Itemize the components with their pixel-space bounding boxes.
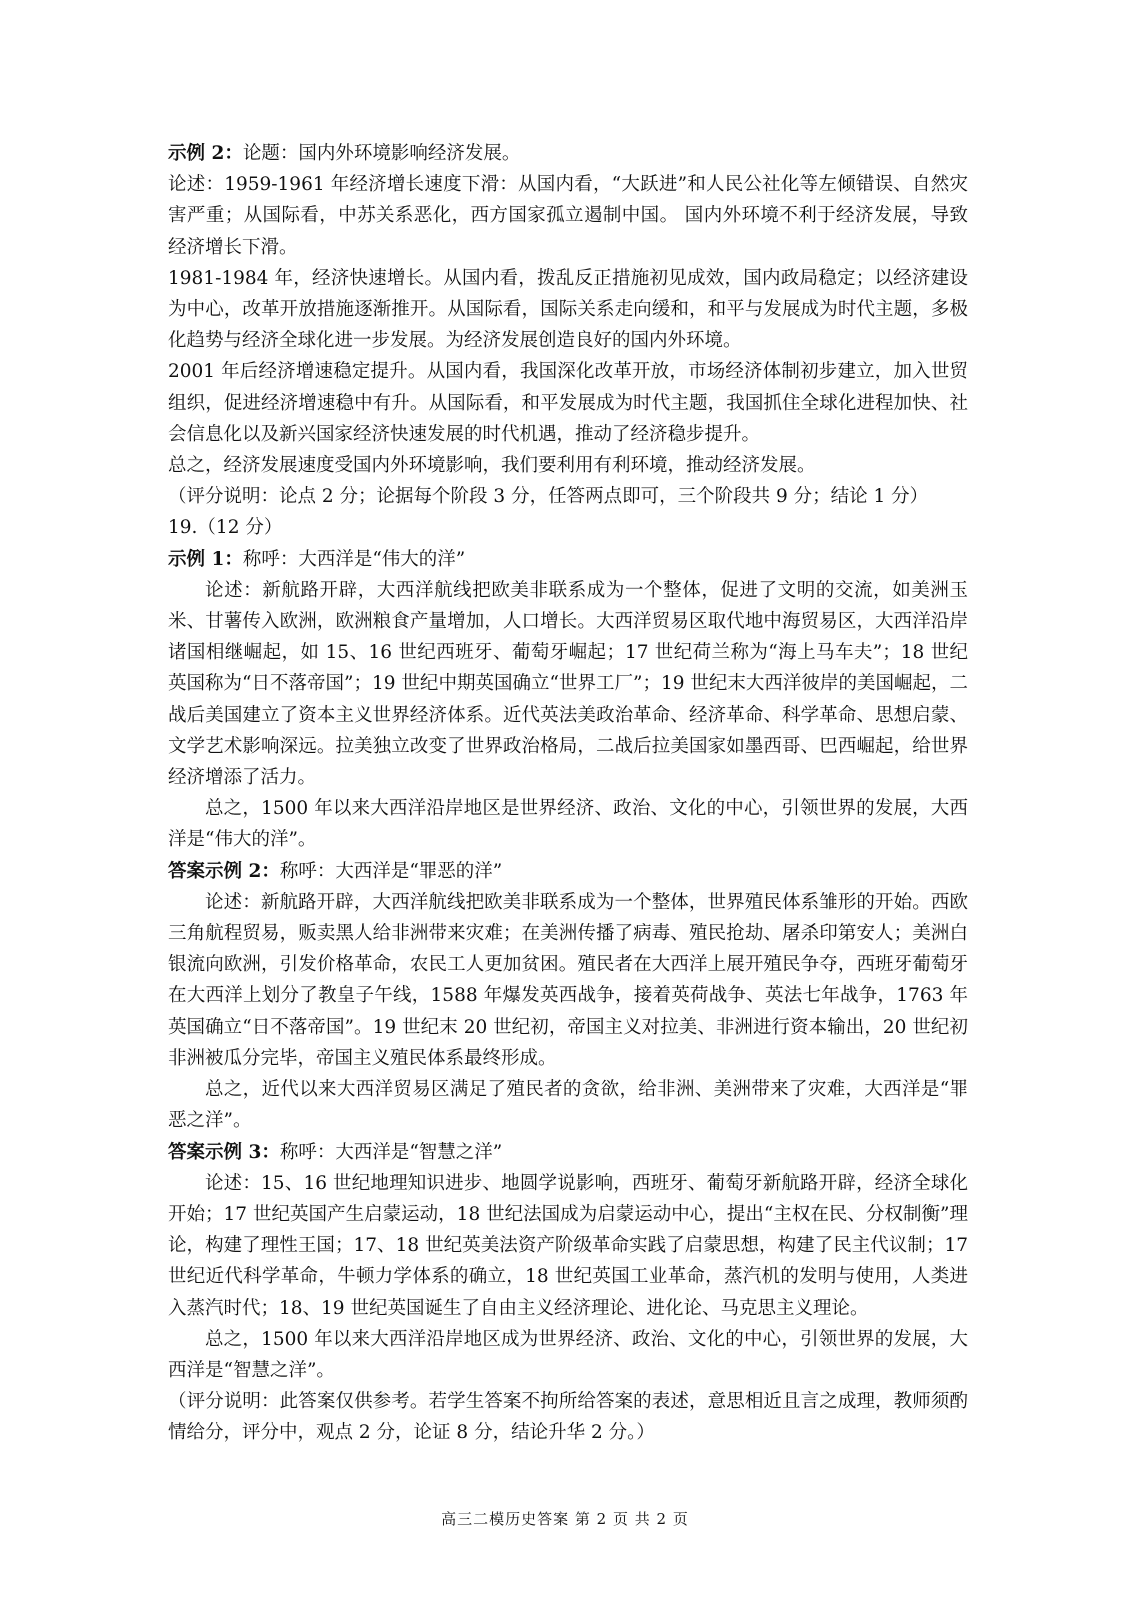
- scoring-note: （评分说明：论点 2 分；论据每个阶段 3 分，任答两点即可，三个阶段共 9 分；结论 1 分）: [168, 486, 929, 508]
- example-label: 示例 2：: [168, 143, 243, 164]
- paragraph: 2001 年后经济增速稳定提升。从国内看，我国深化改革开放，市场经济体制初步建立，加入世贸组织，促进经济增速稳中有升。从国际看，和平发展成为时代主题，我国抓住全球化进程加快、社会信息化以及新兴国家经济快速发展的时代机遇，推动了经济稳步提升。: [168, 361, 968, 445]
- paragraph: 1981-1984 年，经济快速增长。从国内看，拨乱反正措施初见成效，国内政局稳定；以经济建设为中心，改革开放措施逐渐推开。从国际看，国际关系走向缓和，和平与发展成为时代主题，多极化趋势与经济全球化进一步发展。为经济发展创造良好的国内外环境。: [168, 267, 968, 352]
- paragraph-text: 论题：国内外环境影响经济发展。: [242, 143, 521, 164]
- paragraph: 总之，经济发展速度受国内外环境影响，我们要利用有利环境，推动经济发展。: [168, 455, 816, 477]
- paragraph-text: 称呼：大西洋是“罪恶的洋”: [279, 860, 503, 882]
- paragraph: 论述：1959-1961 年经济增长速度下滑：从国内看，“大跃进”和人民公社化等左倾错误、自然灾害严重；从国际看，中苏关系恶化，西方国家孤立遏制中国。 国内外环境不利于经济发展，导致经济增长下滑。: [168, 174, 968, 258]
- paragraph: 总之，1500 年以来大西洋沿岸地区成为世界经济、政治、文化的中心，引领世界的发展，大西洋是“智慧之洋”。: [168, 1328, 968, 1381]
- question-number: 19.（12 分）: [168, 517, 283, 539]
- paragraph: 总之，近代以来大西洋贸易区满足了殖民者的贪欲，给非洲、美洲带来了灾难，大西洋是“罪恶之洋”。: [168, 1079, 968, 1132]
- scoring-note: （评分说明：此答案仅供参考。若学生答案不拘所给答案的表述，意思相近且言之成理，教师须酌情给分，评分中，观点 2 分，论证 8 分，结论升华 2 分。）: [168, 1391, 968, 1444]
- paragraph: [168, 138, 968, 169]
- paragraph-text: 称呼：大西洋是“伟大的洋”: [242, 548, 466, 570]
- example-label: 答案示例 3：: [168, 1141, 280, 1163]
- example-label: 答案示例 2：: [168, 860, 280, 882]
- paragraph: 论述：15、16 世纪地理知识进步、地圆学说影响，西班牙、葡萄牙新航路开辟，经济全球化开始；17 世纪英国产生启蒙运动，18 世纪法国成为启蒙运动中心，提出“主权在民、分权制衡”理论，构建了理性王国；17、18 世纪英美法资产阶级革命实践了启蒙思想，构建了民主代议制；17 世纪近代科学革命，牛顿力学体系的确立，18 世纪英国工业革命，蒸汽机的发明与使用，人类进入蒸汽时代；18、19 世纪英国诞生了自由主义经济理论、进化论、马克思主义理论。: [168, 1172, 968, 1319]
- paragraph: [168, 1137, 968, 1168]
- page-footer: 高三二模历史答案 第 2 页 共 2 页: [441, 1510, 689, 1528]
- paragraph: [168, 856, 968, 887]
- answer-sheet-body: [168, 138, 968, 1449]
- example-label: 示例 1：: [168, 548, 243, 570]
- paragraph-text: 称呼：大西洋是“智慧之洋”: [279, 1141, 503, 1163]
- paragraph: [168, 544, 968, 575]
- paragraph: 论述：新航路开辟，大西洋航线把欧美非联系成为一个整体，促进了文明的交流，如美洲玉米、甘薯传入欧洲，欧洲粮食产量增加，人口增长。大西洋贸易区取代地中海贸易区，大西洋沿岸诸国相继崛起，如 15、16 世纪西班牙、葡萄牙崛起；17 世纪荷兰称为“海上马车夫”；18 世纪英国称为“日不落帝国”；19 世纪中期英国确立“世界工厂”；19 世纪末大西洋彼岸的美国崛起，二战后美国建立了资本主义世界经济体系。近代英法美政治革命、经济革命、科学革命、思想启蒙、文学艺术影响深远。拉美独立改变了世界政治格局，二战后拉美国家如墨西哥、巴西崛起，给世界经济增添了活力。: [168, 579, 968, 789]
- paragraph: 总之，1500 年以来大西洋沿岸地区是世界经济、政治、文化的中心，引领世界的发展，大西洋是“伟大的洋”。: [168, 798, 968, 851]
- paragraph: 论述：新航路开辟，大西洋航线把欧美非联系成为一个整体，世界殖民体系雏形的开始。西欧三角航程贸易，贩卖黑人给非洲带来灾难；在美洲传播了病毒、殖民抢劫、屠杀印第安人；美洲白银流向欧洲，引发价格革命，农民工人更加贫困。殖民者在大西洋上展开殖民争夺，西班牙葡萄牙在大西洋上划分了教皇子午线，1588 年爆发英西战争，接着英荷战争、英法七年战争，1763 年英国确立“日不落帝国”。19 世纪末 20 世纪初，帝国主义对拉美、非洲进行资本输出，20 世纪初非洲被瓜分完毕，帝国主义殖民体系最终形成。: [168, 891, 968, 1069]
